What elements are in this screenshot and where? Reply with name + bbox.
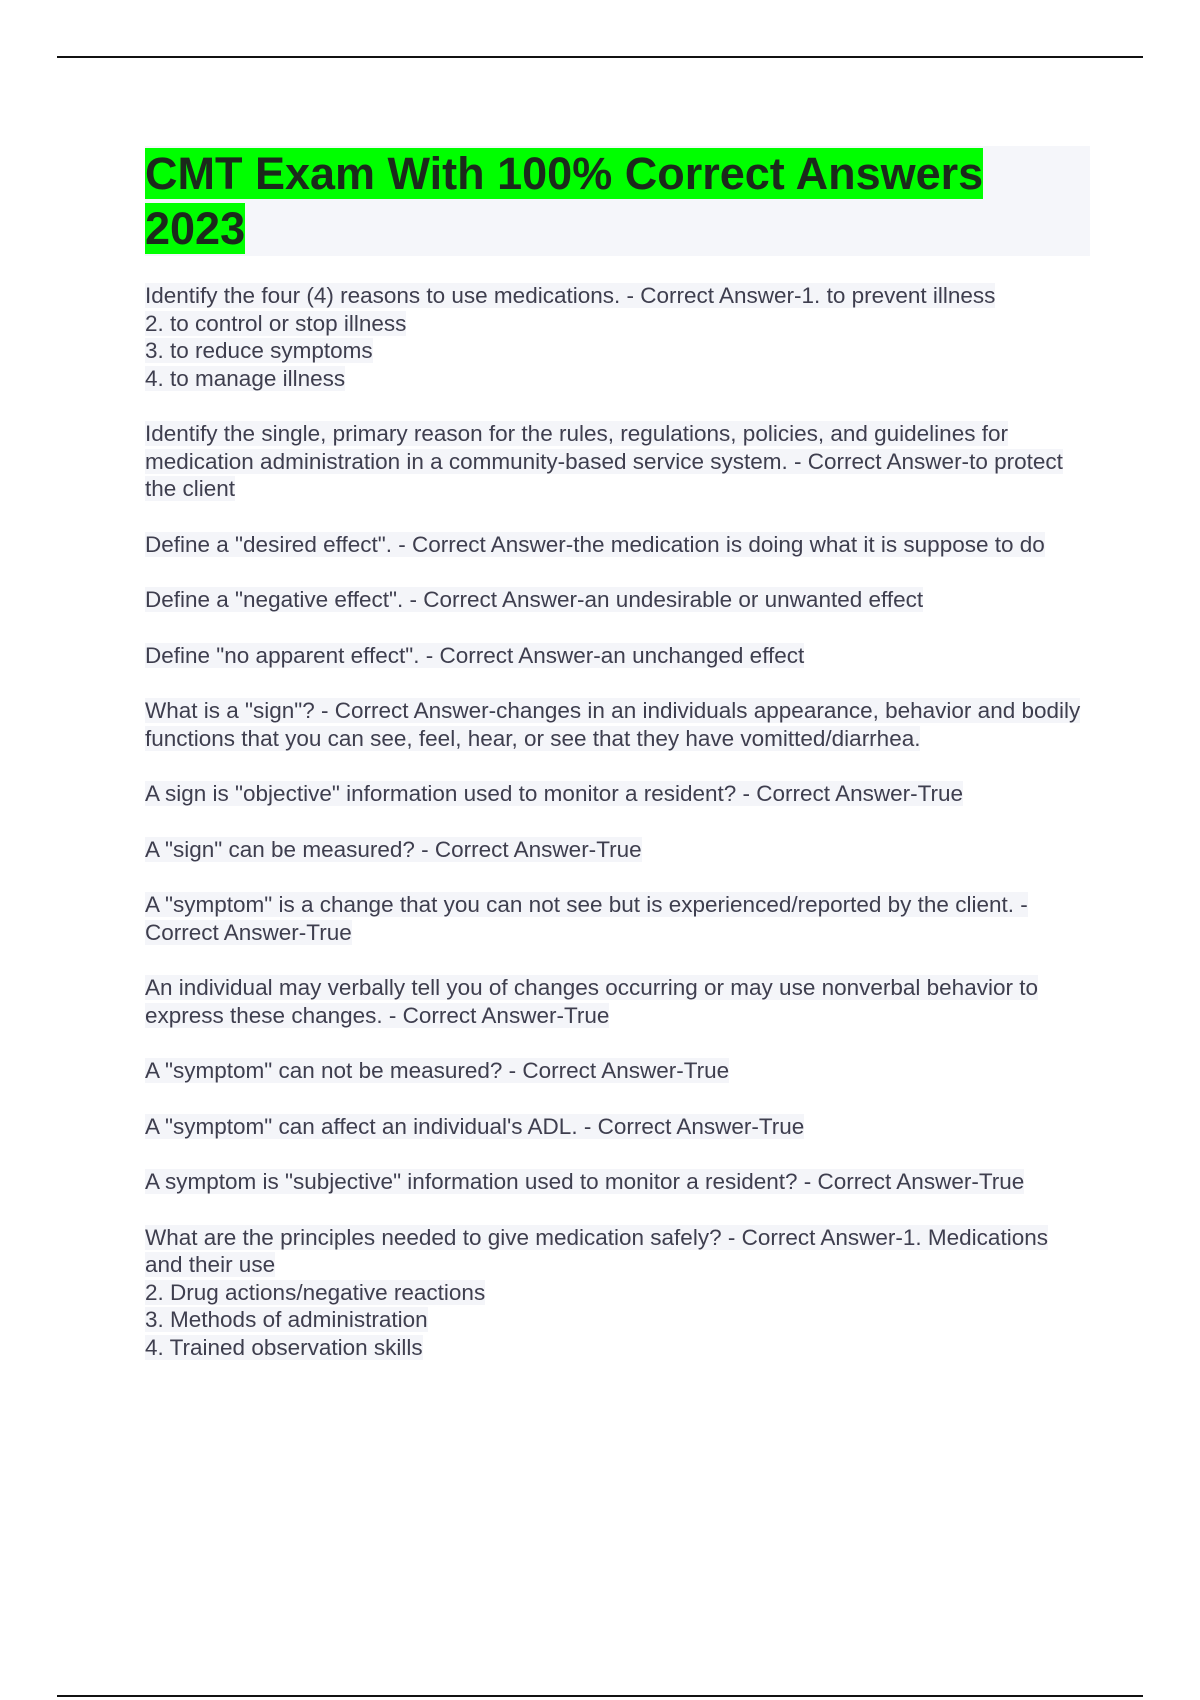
answer-separator: - Correct Answer- [391, 531, 574, 557]
question-text: Define a "negative effect". [145, 587, 404, 612]
question-text: What is a "sign"? [145, 698, 315, 723]
question-text: A "symptom" is a change that you can not see but is experienced/reported by the client. [145, 892, 1014, 917]
top-rule [57, 56, 1143, 58]
qa-item [145, 697, 1090, 752]
answer-line: 4. to manage illness [145, 365, 346, 391]
answer-line: True [758, 1113, 805, 1139]
answer-line: the medication is doing what it is suppose to do [573, 531, 1045, 557]
qa-item [145, 1168, 1090, 1196]
qa-list [145, 282, 1090, 1361]
answer-separator: - Correct Answer- [787, 448, 970, 474]
qa-item [145, 642, 1090, 670]
answer-line: 2. Drug actions/negative reactions [145, 1279, 486, 1305]
title-block [145, 146, 1090, 256]
answer-separator: - Correct Answer- [382, 1002, 564, 1028]
question-text: What are the principles needed to give medication safely? [145, 1224, 722, 1250]
answer-separator: - Correct Answer- [577, 1113, 759, 1139]
qa-item [145, 531, 1090, 559]
question-text: A symptom is "subjective" information used to monitor a resident? [145, 1169, 798, 1194]
answer-separator: - Correct Answer- [502, 1058, 684, 1083]
answer-line: True [563, 1002, 610, 1028]
question-text: A "symptom" can affect an individual's ADL. [145, 1113, 578, 1139]
qa-item [145, 1113, 1090, 1141]
answer-line: True [917, 781, 964, 806]
answer-separator: - Correct Answer- [314, 698, 497, 723]
document-body [145, 146, 1090, 1389]
answer-separator: - Correct Answer- [145, 892, 1028, 945]
answer-line: 1. Medications and their use [145, 1224, 1048, 1277]
qa-item [145, 586, 1090, 614]
document-title: CMT Exam With 100% Correct Answers 2023 [145, 148, 984, 254]
answer-line: 2. to control or stop illness [145, 310, 407, 336]
qa-item [145, 1057, 1090, 1085]
answer-line: changes in an individuals appearance, behavior and bodily functions that you can see, feel, hear, or see that they have vomitted/diarrhea. [145, 698, 1081, 751]
answer-separator: - Correct Answer- [721, 1224, 903, 1250]
question-text: Identify the single, primary reason for the rules, regulations, policies, and guidelines for medication administration in a community-based service system. [145, 421, 1008, 474]
bottom-rule [57, 1695, 1143, 1697]
qa-item [145, 420, 1090, 503]
question-text: A "sign" can be measured? [145, 836, 415, 862]
question-text: An individual may verbally tell you of changes occurring or may use nonverbal behavior to express these changes. [145, 975, 1038, 1028]
answer-line: True [596, 836, 642, 862]
question-text: Define "no apparent effect". [145, 642, 420, 668]
answer-line: 3. to reduce symptoms [145, 338, 373, 363]
qa-item [145, 974, 1090, 1029]
answer-line: an undesirable or unwanted effect [584, 587, 924, 612]
answer-line: to protect the client [145, 448, 1063, 501]
answer-line: True [683, 1058, 730, 1083]
answer-separator: - Correct Answer- [419, 642, 601, 668]
answer-separator: - Correct Answer- [620, 283, 802, 308]
qa-item [145, 780, 1090, 808]
qa-item [145, 891, 1090, 946]
answer-separator: - Correct Answer- [403, 587, 585, 612]
question-text: Identify the four (4) reasons to use medications. [145, 283, 621, 308]
answer-separator: - Correct Answer- [736, 781, 918, 806]
question-text: Define a "desired effect". [145, 531, 392, 557]
answer-line: 4. Trained observation skills [145, 1334, 423, 1360]
qa-item [145, 1224, 1090, 1362]
answer-line: True [306, 919, 352, 945]
answer-line: 3. Methods of administration [145, 1307, 428, 1332]
answer-line: 1. to prevent illness [801, 283, 996, 308]
answer-line: True [978, 1169, 1025, 1194]
answer-separator: - Correct Answer- [414, 836, 597, 862]
answer-separator: - Correct Answer- [797, 1169, 979, 1194]
question-text: A "symptom" can not be measured? [145, 1058, 503, 1083]
question-text: A sign is "objective" information used to monitor a resident? [145, 781, 737, 806]
answer-line: an unchanged effect [600, 642, 805, 668]
qa-item [145, 282, 1090, 392]
qa-item [145, 836, 1090, 864]
